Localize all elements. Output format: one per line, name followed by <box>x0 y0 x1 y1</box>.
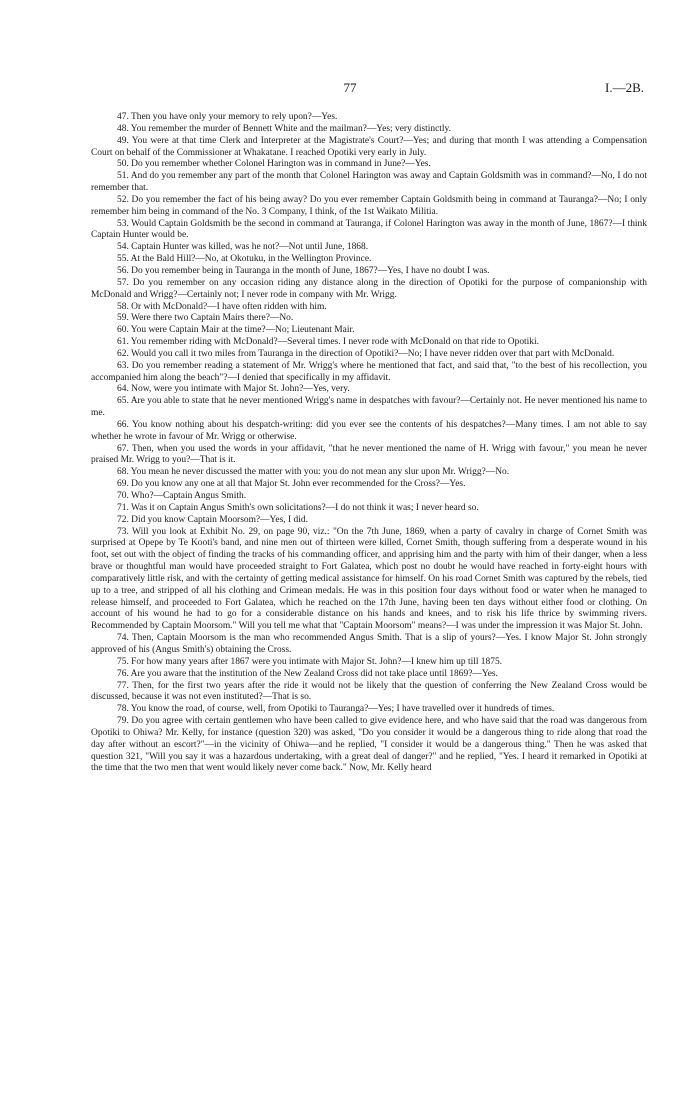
paragraph: 60. You were Captain Mair at the time?—No; Lieutenant Mair. <box>117 325 355 336</box>
paragraph: 56. Do you remember being in Tauranga in the month of June, 1867?—Yes, I have no doubt I was. <box>117 265 490 276</box>
paragraph: 66. You know nothing about his despatch-writing: did you ever see the contents of his despatches?—Many times. I am not able to say whether he wrote in favour of Mr. Wrigg or otherwise. <box>91 419 647 442</box>
document-body <box>91 112 647 775</box>
paragraph: 74. Then, Captain Moorsom is the man who recommended Angus Smith. That is a slip of yours?—Yes. I know Major St. John strongly approved of his (Angus Smith's) obtaining the Cross. <box>91 633 647 655</box>
page-number: 77 <box>343 80 357 95</box>
paragraph: 51. And do you remember any part of the month that Colonel Harington was away and Captain Goldsmith was in command?—No, I do not remember that. <box>91 171 647 194</box>
paragraph: 79. Do you agree with certain gentlemen who have been called to give evidence here, and who have said that the road was dangerous from Opotiki to Ohiwa? Mr. Kelly, for instance (question 320) was asked, "Do you consider it would be a dangerous thing to ride along that road the day after without an escort?"—in the vicinity of Ohiwa—and he replied, "I consider it would be a dangerous thing." Then he was asked that question 321, "Will you say it was a hazardous undertaking, with a great deal of danger?" and he replied, "Yes. I heard it remarked in Opotiki at the time that the two men that went would likely never come back." Now, Mr. Kelly heard <box>91 716 647 774</box>
paragraph: 47. Then you have only your memory to rely upon?—Yes. <box>117 112 338 122</box>
paragraph: 78. You know the road, of course, well, from Opotiki to Tauranga?—Yes; I have travelled over it hundreds of times. <box>117 704 555 715</box>
paragraph: 75. For how many years after 1867 were you intimate with Major St. John?—I knew him up till 1875. <box>117 656 503 667</box>
paragraph: 58. Or with McDonald?—I have often ridden with him. <box>117 301 327 312</box>
paragraph: 64. Now, were you intimate with Major St. John?—Yes, very. <box>117 384 350 395</box>
paragraph: 72. Did you know Captain Moorsom?—Yes, I did. <box>117 514 308 525</box>
paragraph: 57. Do you remember on any occasion riding any distance along in the direction of Opotiki for the purpose of companionship with McDonald and Wrigg?—Certainly not; I never rode in company with Mr. Wrigg. <box>91 277 647 300</box>
page-reference: I.—2B. <box>605 80 644 95</box>
paragraph: 59. Were there two Captain Mairs there?—No. <box>117 313 294 324</box>
paragraph: 65. Are you able to state that he never mentioned Wrigg's name in despatches with favour?—Certainly not. He never mentioned his name to me. <box>91 396 647 419</box>
paragraph: 77. Then, for the first two years after the ride it would not be likely that the question of conferring the New Zealand Cross would be discussed, because it was not even instituted?—That is so. <box>91 680 647 703</box>
paragraph: 70. Who?—Captain Angus Smith. <box>117 491 247 501</box>
paragraph: 53. Would Captain Goldsmith be the second in command at Tauranga, if Colonel Harington was away in the month of June, 1867?—I think Captain Hunter would be. <box>91 218 647 241</box>
paragraph: 55. At the Bald Hill?—No, at Okotuku, in the Wellington Province. <box>117 254 372 265</box>
paragraph: 67. Then, when you used the words in your affidavit, "that he never mentioned the name of H. Wrigg with favour," you mean he never praised Mr. Wrigg to you?—That is it. <box>91 443 647 466</box>
paragraph: 61. You remember riding with McDonald?—Several times. I never rode with McDonald on that ride to Opotiki. <box>117 337 539 348</box>
paragraph: 69. Do you know any one at all that Major St. John ever recommended for the Cross?—Yes. <box>117 479 466 490</box>
paragraph: 52. Do you remember the fact of his being away? Do you ever remember Captain Goldsmith being in command at Tauranga?—No; I only remember him being in command of the No. 3 Company, I think, of the 1st Waikato Militia. <box>91 194 647 217</box>
paragraph: 54. Captain Hunter was killed, was he not?—Not until June, 1868. <box>117 242 369 253</box>
paragraph: 62. Would you call it two miles from Tauranga in the direction of Opotiki?—No; I have never ridden over that part with McDonald. <box>117 348 615 359</box>
paragraph: 76. Are you aware that the institution of the New Zealand Cross did not take place until 1869?—Yes. <box>117 668 498 679</box>
paragraph: 73. Will you look at Exhibit No. 29, on page 90, viz.: "On the 7th June, 1869, when a party of cavalry in charge of Cornet Smith was surprised at Opepe by Te Kooti's band, and nine men out of thirteen were killed, Cornet Smith, though suffering from a desperate wound in his foot, set out with the object of finding the tracks of his commanding officer, and apprising him and the party with him of their danger, when a less brave or thoughtful man would have proceeded straight to Fort Galatea, which post no doubt he would have reached in forty-eight hours with comparatively little risk, and with the certainty of getting medical assistance for himself. On his road Cornet Smith was captured by the rebels, tied up to a tree, and stripped of all his clothing and Crimean medals. He was in this position four days without food or water when he managed to release himself, and proceeded to Fort Galatea, which he reached on the 17th June, having been ten days without either food or clothing. On account of his wound he had to go for a considerable distance on his hands and knees, and to risk his life thrice by swimming rivers. Recommended by Captain Moorsom." Will you tell me what that "Captain Moorsom" means?—I was under the impression it was Major St. John. <box>91 526 647 632</box>
paragraph: 48. You remember the murder of Bennett White and the mailman?—Yes; very distinctly. <box>117 123 452 134</box>
paragraph: 68. You mean he never discussed the matter with you: you do not mean any slur upon Mr. Wrigg?—No. <box>117 467 510 478</box>
paragraph: 71. Was it on Captain Angus Smith's own solicitations?—I do not think it was; I never heard so. <box>117 502 479 513</box>
paragraph: 49. You were at that time Clerk and Interpreter at the Magistrate's Court?—Yes; and during that month I was attending a Compensation Court on behalf of the Commissioner at Whakatane. I reached Opotiki very early in July. <box>91 135 647 158</box>
paragraph: 63. Do you remember reading a statement of Mr. Wrigg's where he mentioned that fact, and said that, "to the best of his recollection, you accompanied him along the beach"?—I denied that specifically in my affidavit. <box>91 360 647 383</box>
paragraph: 50. Do you remember whether Colonel Harington was in command in June?—Yes. <box>117 159 431 170</box>
